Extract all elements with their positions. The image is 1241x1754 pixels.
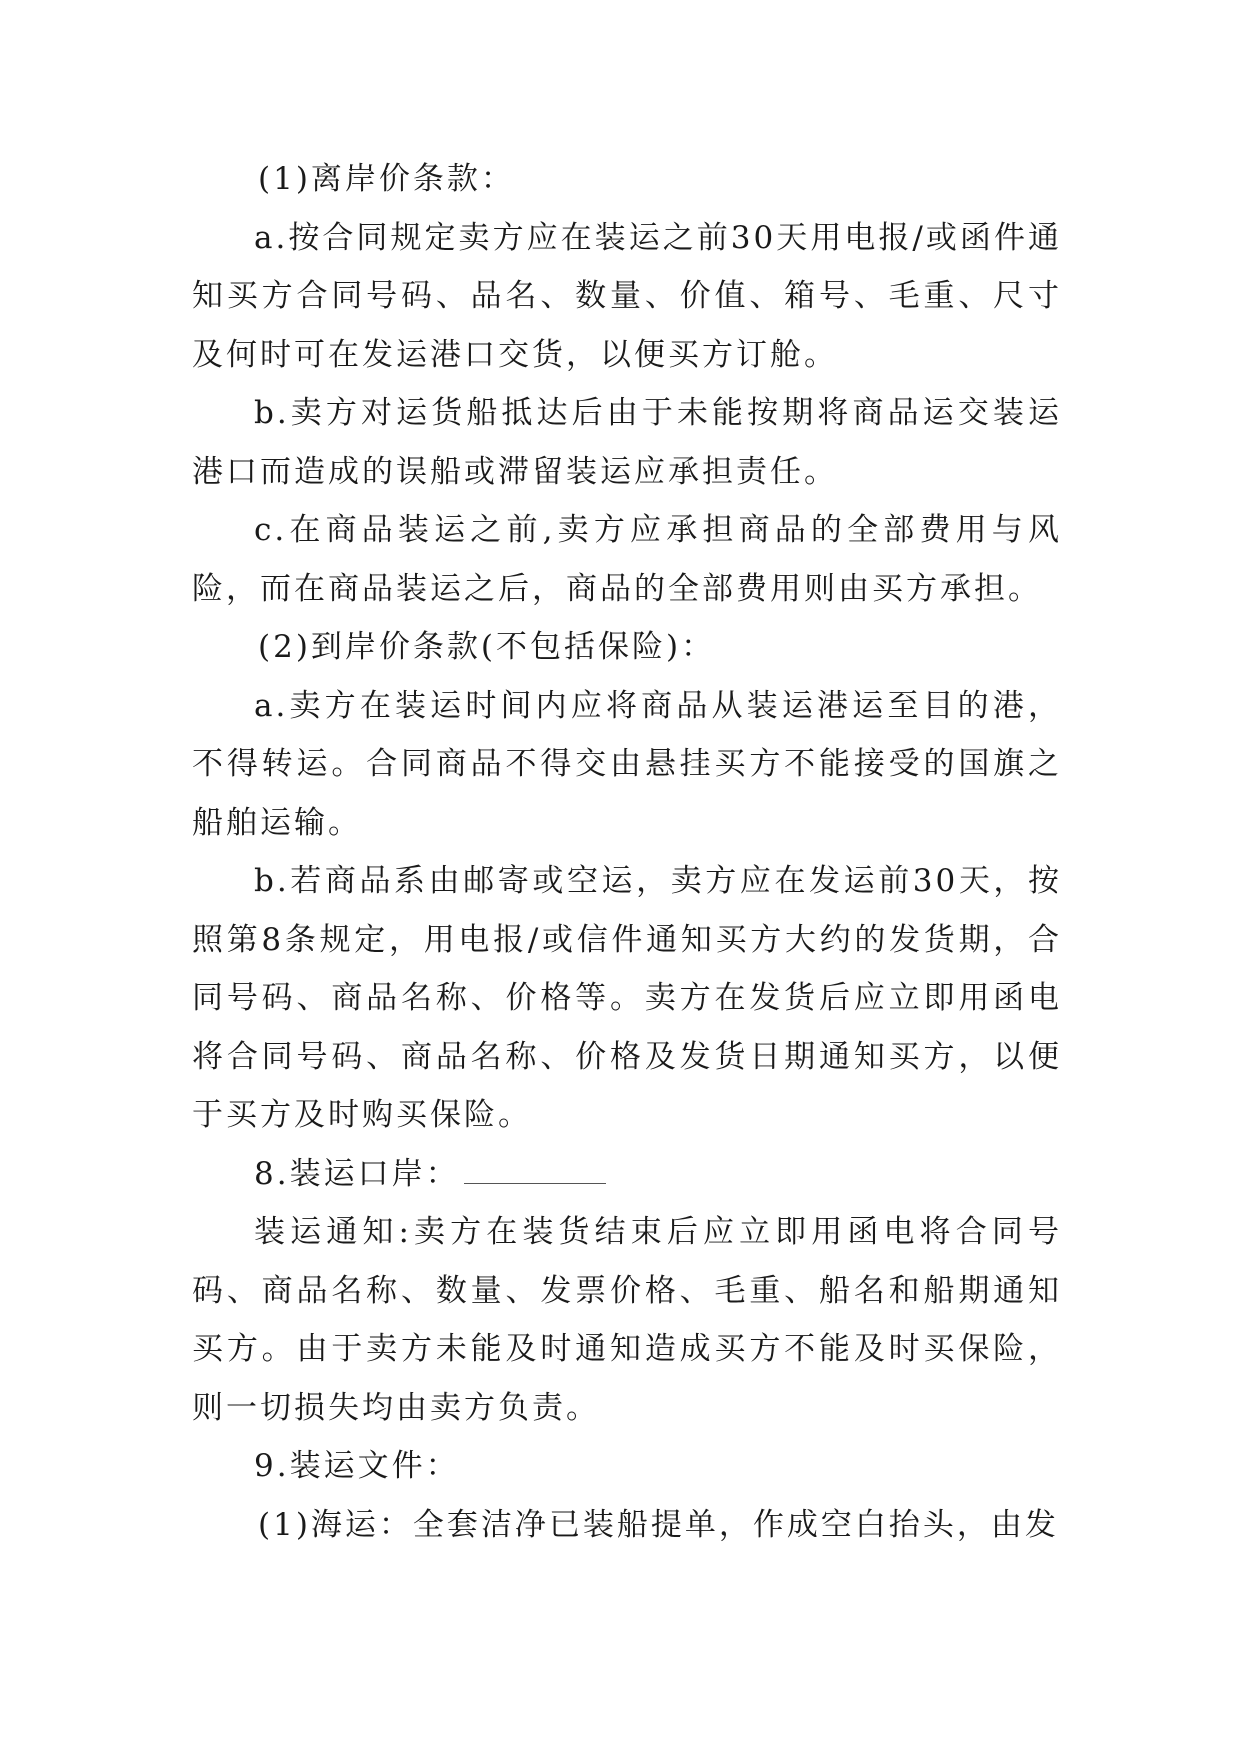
port-of-shipment-label: 8.装运口岸： [254, 1155, 460, 1192]
clause-cif-b: b.若商品系由邮寄或空运，卖方应在发运前30天，按照第8条规定，用电报/或信件通知买方大约的发货期，合同号码、商品名称、价格等。卖方在发货后应立即用函电将合同号码、商品名称、价格及发货日期通知买方，以便于买方及时购买保险。 [192, 863, 1062, 1133]
clause-fob-b: b.卖方对运货船抵达后由于未能按期将商品运交装运港口而造成的误船或滞留装运应承担责任。 [192, 395, 1062, 490]
shipping-documents-sea: (1)海运：全套洁净已装船提单，作成空白抬头，由发 [258, 1506, 1059, 1543]
shipping-documents-heading: 9.装运文件： [254, 1448, 460, 1484]
port-of-shipment-blank [464, 1153, 606, 1184]
port-of-shipment-line [192, 1145, 1062, 1204]
clause-fob-a: a.按合同规定卖方应在装运之前30天用电报/或函件通知买方合同号码、品名、数量、价值、箱号、毛重、尺寸及何时可在发运港口交货，以便买方订舱。 [192, 219, 1062, 373]
clause-cif-a: a.卖方在装运时间内应将商品从装运港运至目的港，不得转运。合同商品不得交由悬挂买方不能接受的国旗之船舶运输。 [192, 687, 1062, 841]
clause-fob-c: c.在商品装运之前,卖方应承担商品的全部费用与风险，而在商品装运之后，商品的全部费用则由买方承担。 [192, 512, 1062, 607]
shipping-notice: 装运通知:卖方在装货结束后应立即用函电将合同号码、商品名称、数量、发票价格、毛重、船名和船期通知买方。由于卖方未能及时通知造成买方不能及时买保险，则一切损失均由卖方负责。 [192, 1214, 1062, 1426]
document-body [192, 150, 1062, 1554]
clause-cif-heading: (2)到岸价条款(不包括保险)： [258, 629, 716, 665]
clause-fob-heading: (1)离岸价条款： [258, 161, 515, 197]
